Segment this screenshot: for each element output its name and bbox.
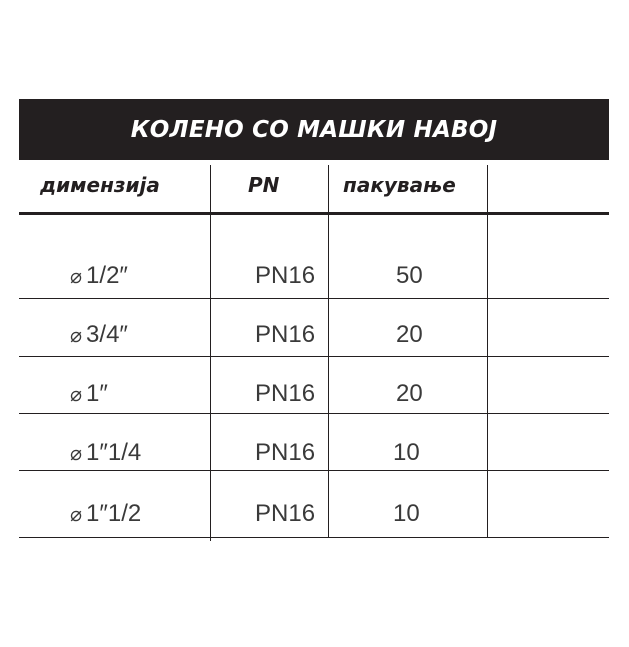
row-divider	[19, 413, 609, 414]
header-divider	[19, 212, 609, 215]
table-title: КОЛЕНО СО МАШКИ НАВОЈ	[130, 116, 498, 143]
table-title-bar	[19, 99, 609, 160]
header-pn: PN	[248, 173, 280, 197]
dimension-value: 1″1/4	[86, 439, 142, 466]
dimension-value: 1″	[86, 380, 108, 407]
diameter-icon: ⌀	[70, 443, 83, 465]
pn-cell: PN16	[255, 321, 316, 348]
dimension-cell	[70, 380, 108, 408]
header-packaging: пакување	[343, 173, 456, 197]
diameter-icon: ⌀	[70, 384, 83, 406]
dimension-cell	[70, 439, 141, 467]
row-divider	[19, 470, 609, 471]
dimension-value: 1/2″	[86, 262, 128, 289]
diameter-icon: ⌀	[70, 325, 83, 347]
dimension-value: 3/4″	[86, 321, 128, 348]
dimension-cell	[70, 262, 128, 290]
packaging-cell: 20	[396, 380, 423, 407]
packaging-cell: 20	[396, 321, 423, 348]
column-divider-3	[487, 165, 488, 537]
pn-cell: PN16	[255, 439, 316, 466]
header-dimension: димензија	[40, 173, 160, 197]
column-divider-2	[328, 165, 329, 537]
pn-cell: PN16	[255, 500, 316, 527]
dimension-cell	[70, 500, 141, 528]
diameter-icon: ⌀	[70, 504, 83, 526]
dimension-cell	[70, 321, 128, 349]
column-divider-1	[210, 165, 211, 541]
packaging-cell: 50	[396, 262, 423, 289]
pn-cell: PN16	[255, 262, 316, 289]
dimension-value: 1″1/2	[86, 500, 142, 527]
row-divider	[19, 537, 609, 538]
diameter-icon: ⌀	[70, 266, 83, 288]
row-divider	[19, 356, 609, 357]
packaging-cell: 10	[393, 439, 420, 466]
packaging-cell: 10	[393, 500, 420, 527]
pn-cell: PN16	[255, 380, 316, 407]
row-divider	[19, 298, 609, 299]
